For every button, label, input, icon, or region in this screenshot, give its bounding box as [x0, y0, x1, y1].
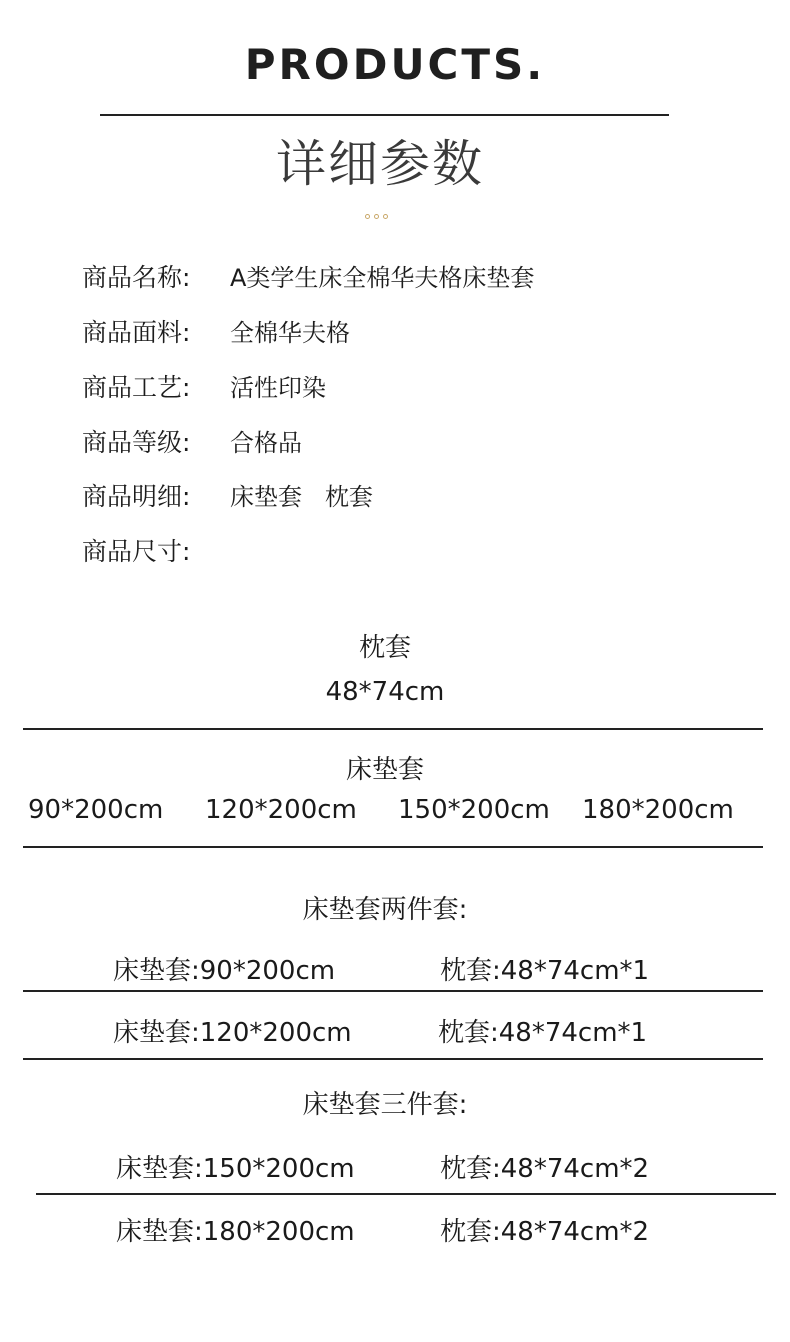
- spec-label-name: 商品名称:: [82, 263, 191, 292]
- dot-icon: [365, 214, 370, 219]
- divider: [36, 1193, 776, 1195]
- mattress-cover-title: 床垫套: [345, 755, 424, 785]
- two-piece-row-1-mattress: 床垫套:90*200cm: [113, 956, 336, 986]
- two-piece-row-2-pillow: 枕套:48*74cm*1: [438, 1018, 648, 1048]
- three-piece-row-2-pillow: 枕套:48*74cm*2: [440, 1217, 650, 1247]
- spec-value-name: A类学生床全棉华夫格床垫套: [230, 264, 535, 292]
- mattress-size-180: 180*200cm: [582, 795, 734, 825]
- spec-label-fabric: 商品面料:: [82, 318, 191, 347]
- spec-label-size: 商品尺寸:: [82, 537, 191, 566]
- spec-value-craft: 活性印染: [230, 374, 326, 402]
- two-piece-row-2-mattress: 床垫套:120*200cm: [113, 1018, 352, 1048]
- pillowcase-title: 枕套: [358, 633, 411, 663]
- three-piece-row-1-pillow: 枕套:48*74cm*2: [440, 1154, 650, 1184]
- three-piece-title: 床垫套三件套:: [302, 1090, 468, 1120]
- mattress-size-150: 150*200cm: [398, 795, 550, 825]
- section-subtitle: 详细参数: [276, 135, 484, 193]
- spec-label-detail: 商品明细:: [82, 482, 191, 511]
- decorative-dots: [365, 214, 388, 219]
- three-piece-row-1-mattress: 床垫套:150*200cm: [116, 1154, 355, 1184]
- mattress-size-120: 120*200cm: [205, 795, 357, 825]
- divider: [23, 728, 763, 730]
- page-title: PRODUCTS.: [244, 40, 546, 89]
- dot-icon: [383, 214, 388, 219]
- mattress-size-90: 90*200cm: [28, 795, 164, 825]
- divider: [23, 846, 763, 848]
- two-piece-title: 床垫套两件套:: [302, 895, 468, 925]
- divider: [23, 1058, 763, 1060]
- three-piece-row-2-mattress: 床垫套:180*200cm: [116, 1217, 355, 1247]
- dot-icon: [374, 214, 379, 219]
- two-piece-row-1-pillow: 枕套:48*74cm*1: [440, 956, 650, 986]
- spec-value-grade: 合格品: [230, 429, 302, 457]
- header-divider: [100, 114, 669, 116]
- pillowcase-size: 48*74cm: [325, 677, 445, 707]
- spec-value-fabric: 全棉华夫格: [230, 319, 350, 347]
- spec-value-detail: 床垫套 枕套: [230, 483, 373, 511]
- divider: [23, 990, 763, 992]
- spec-label-craft: 商品工艺:: [82, 373, 191, 402]
- spec-label-grade: 商品等级:: [82, 428, 191, 457]
